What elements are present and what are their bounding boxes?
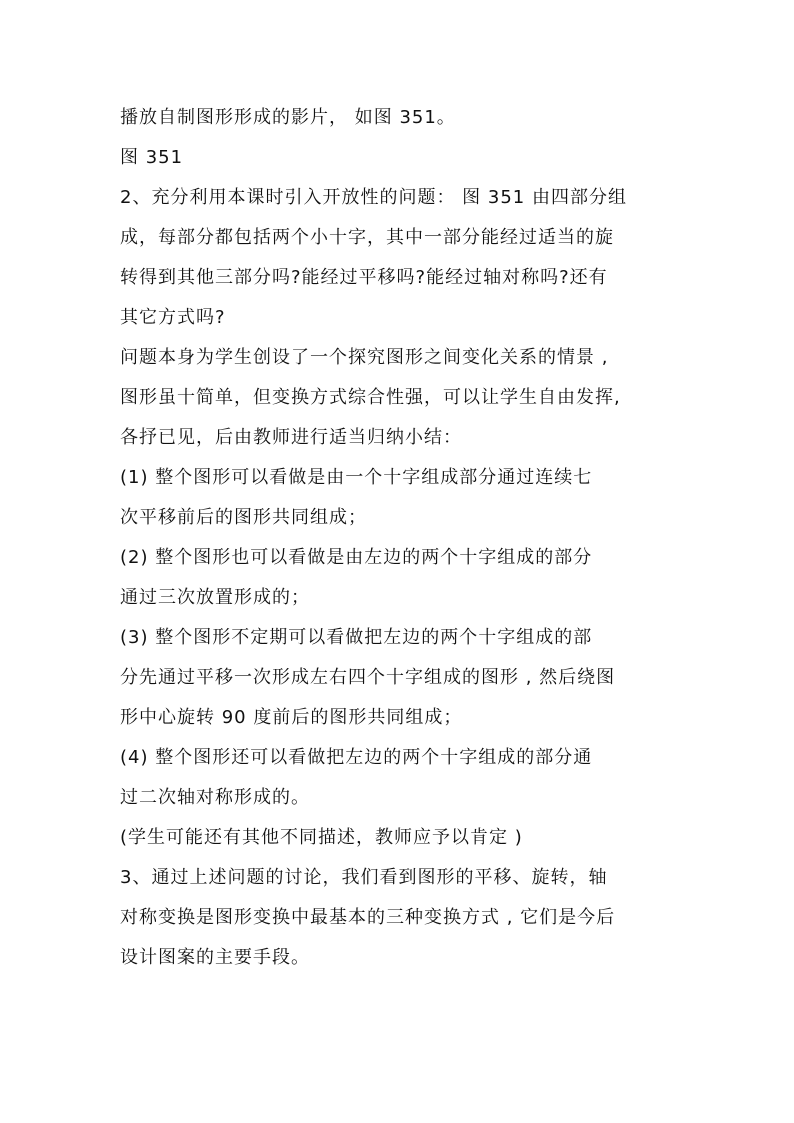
text-line-paragraph-a: 问题本身为学生创设了一个探究图形之间变化关系的情景 , [120, 347, 609, 368]
document-page [120, 98, 680, 978]
text-line-point-3-b: 对称变换是图形变换中最基本的三种变换方式 , 它们是今后 [120, 907, 616, 928]
text-line-item-3-b: 分先通过平移一次形成左右四个十字组成的图形 , 然后绕图 [120, 667, 616, 688]
text-line-point-2-a: 2、充分利用本课时引入开放性的问题： 图 351 由四部分组 [120, 187, 627, 208]
text-line-figure-label: 图 351 [120, 147, 184, 168]
text-line-paragraph-b: 图形虽十简单，但变换方式综合性强，可以让学生自由发挥, [120, 387, 621, 408]
text-line-point-2-b: 成，每部分都包括两个小十字，其中一部分能经过适当的旋 [120, 227, 614, 248]
text-line-point-2-d: 其它方式吗? [120, 307, 226, 328]
text-line-point-3-a: 3、通过上述问题的讨论，我们看到图形的平移、旋转，轴 [120, 867, 608, 888]
text-line-item-1-b: 次平移前后的图形共同组成； [120, 507, 367, 528]
text-line-item-1-a: (1) 整个图形可以看做是由一个十字组成部分通过连续七 [120, 467, 593, 488]
text-line-point-3-c: 设计图案的主要手段。 [120, 947, 310, 968]
text-line-item-3-c: 形中心旋转 90 度前后的图形共同组成； [120, 707, 463, 728]
text-line-item-3-a: (3) 整个图形不定期可以看做把左边的两个十字组成的部 [120, 627, 593, 648]
text-line-item-4-b: 过二次轴对称形成的。 [120, 787, 310, 808]
text-line-paragraph-c: 各抒已见，后由教师进行适当归纳小结： [120, 427, 462, 448]
text-line-point-2-c: 转得到其他三部分吗?能经过平移吗?能经过轴对称吗?还有 [120, 267, 608, 288]
text-line-item-2-a: (2) 整个图形也可以看做是由左边的两个十字组成的部分 [120, 547, 593, 568]
text-line-item-4-a: (4) 整个图形还可以看做把左边的两个十字组成的部分通 [120, 747, 593, 768]
text-line-note: (学生可能还有其他不同描述，教师应予以肯定 ) [120, 827, 523, 848]
text-line-caption-intro: 播放自制图形形成的影片， 如图 351。 [120, 107, 456, 128]
text-line-item-2-b: 通过三次放置形成的； [120, 587, 310, 608]
